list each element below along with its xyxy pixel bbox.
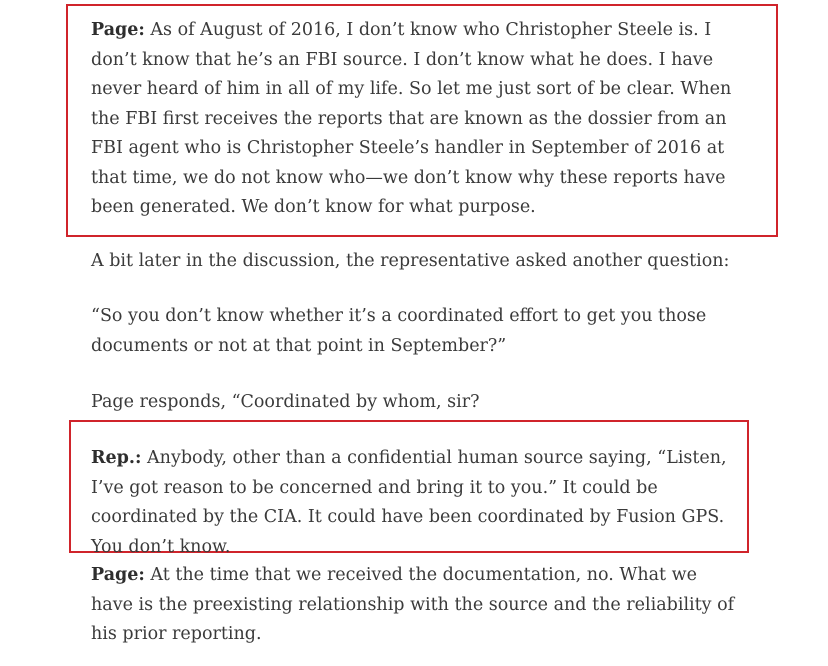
speaker-label: Page: [91, 565, 145, 585]
transcript-paragraph-rep [91, 444, 741, 562]
transcript-paragraph-page-2 [91, 561, 741, 650]
quoted-question-paragraph [91, 302, 741, 361]
paragraph-text: Page responds, “Coordinated by whom, sir? [91, 392, 480, 412]
transcript-paragraph-page-1 [91, 16, 741, 223]
narrative-paragraph [91, 247, 741, 277]
paragraph-text: Anybody, other than a confidential human source saying, “Listen, I’ve got reason to be concerned and bring it to you.” It could be coordinated by the CIA. It could have been coordinated by Fusion GPS. You don’t know. [91, 448, 727, 557]
paragraph-text: “So you don’t know whether it’s a coordinated effort to get you those documents or not at that point in September?” [91, 306, 707, 356]
speaker-label: Rep.: [91, 448, 142, 468]
speaker-label: Page: [91, 20, 145, 40]
paragraph-text: At the time that we received the documentation, no. What we have is the preexisting relationship with the source and the reliability of his prior reporting. [91, 565, 735, 644]
narrative-paragraph [91, 388, 741, 418]
paragraph-text: A bit later in the discussion, the representative asked another question: [91, 251, 730, 271]
paragraph-text: As of August of 2016, I don’t know who Christopher Steele is. I don’t know that he’s an FBI source. I don’t know what he does. I have never heard of him in all of my life. So let me just sort of be clear. When the FBI first receives the reports that are known as the dossier from an FBI agent who is Christopher Steele’s handler in September of 2016 at that time, we do not know who—we don’t know why these reports have been generated. We don’t know for what purpose. [91, 20, 732, 217]
